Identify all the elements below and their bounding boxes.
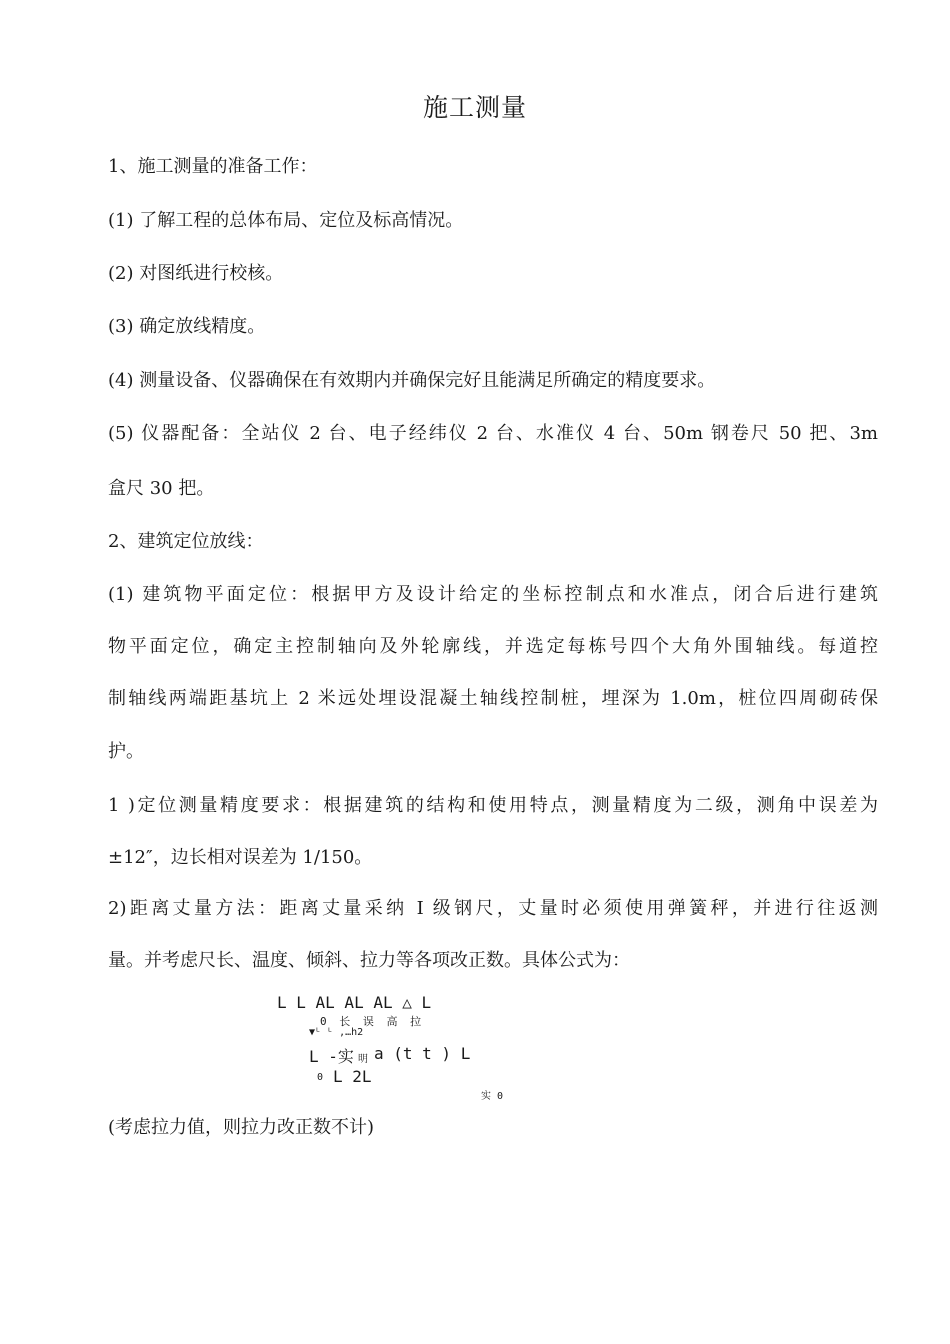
formula-row: a (t t ) L bbox=[374, 1044, 471, 1063]
formula-note: (考虑拉力值，则拉力改正数不计) bbox=[108, 1117, 375, 1138]
list-item-5: (5) 仪器配备：全站仪 2 台、电子经纬仪 2 台、水准仪 4 台、50m 钢卷尺 50 把、3m bbox=[108, 423, 878, 444]
section-heading-layout: 2、建筑定位放线： bbox=[108, 531, 264, 552]
paragraph-line: 护。 bbox=[108, 741, 144, 762]
paragraph-line: 量。并考虑尺长、温度、倾斜、拉力等各项改正数。具体公式为： bbox=[108, 950, 630, 971]
list-item-2: (2) 对图纸进行校核。 bbox=[108, 263, 284, 284]
formula-row: ▼ᴸ ᴸ ,…h2 bbox=[309, 1027, 364, 1038]
formula-row: L -实 bbox=[309, 1047, 354, 1066]
formula-subscript: 0 bbox=[317, 1072, 324, 1083]
paragraph-line: 制轴线两端距基坑上 2 米远处埋设混凝土轴线控制桩，埋深为 1.0m，桩位四周砌砖保 bbox=[108, 688, 878, 709]
list-item-4: (4) 测量设备、仪器确保在有效期内并确保完好且能满足所确定的精度要求。 bbox=[108, 370, 716, 391]
formula-row: L 2L bbox=[333, 1067, 372, 1086]
formula-subscript: 明 bbox=[358, 1054, 368, 1065]
paragraph-line: ±12″，边长相对误差为 1/150。 bbox=[108, 847, 373, 868]
list-item-5-cont: 盒尺 30 把。 bbox=[108, 478, 215, 499]
formula-row: L L AL AL AL △ L bbox=[277, 993, 432, 1012]
paragraph-line: 2)距离丈量方法：距离丈量采纳 I 级钢尺，丈量时必须使用弹簧秤，并进行往返测 bbox=[108, 898, 878, 919]
list-item-3: (3) 确定放线精度。 bbox=[108, 316, 266, 337]
formula-subscript: 实 0 bbox=[481, 1091, 504, 1102]
paragraph-line: 1 )定位测量精度要求：根据建筑的结构和使用特点，测量精度为二级，测角中误差为 bbox=[108, 795, 878, 816]
page-title: 施工测量 bbox=[422, 93, 527, 122]
section-heading-prep: 1、施工测量的准备工作： bbox=[108, 156, 318, 177]
paragraph-line: 物平面定位，确定主控制轴向及外轮廓线，并选定每栋号四个大角外围轴线。每道控 bbox=[108, 636, 878, 657]
formula-subscripts: 0 长 误 高 拉 bbox=[320, 1015, 425, 1028]
paragraph-line: (1) 建筑物平面定位：根据甲方及设计给定的坐标控制点和水准点，闭合后进行建筑 bbox=[108, 584, 878, 605]
list-item-1: (1) 了解工程的总体布局、定位及标高情况。 bbox=[108, 210, 464, 231]
